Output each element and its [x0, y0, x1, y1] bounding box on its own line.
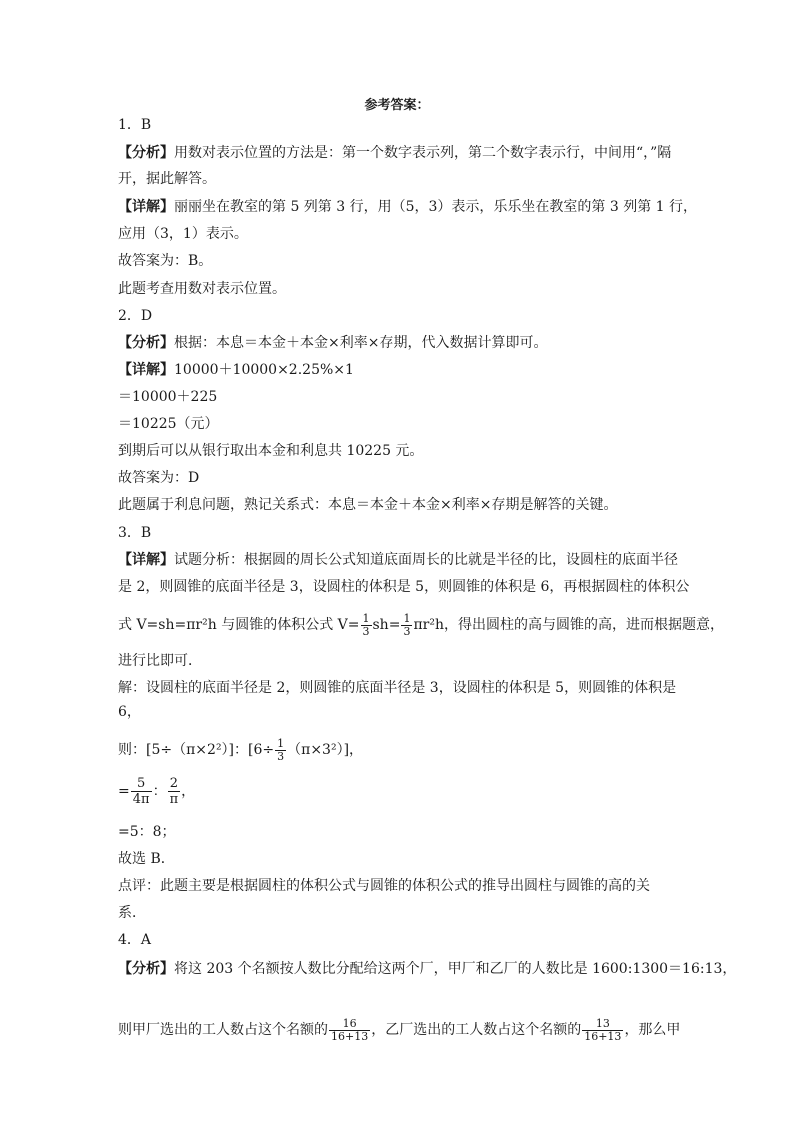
fraction-denominator: 4π — [132, 792, 150, 807]
q1-conclusion: 故答案为：B。 — [118, 253, 213, 269]
q3-solution-line-2: 6， — [118, 704, 141, 720]
q3-detail-line-1 — [118, 551, 678, 569]
q2-detail-text-1: 10000＋10000×2.25%×1 — [174, 362, 354, 378]
fraction-denominator: 16+13 — [331, 1029, 369, 1043]
q2-analysis-line-1 — [118, 334, 547, 352]
q3-comment-line-2: 系． — [118, 905, 146, 921]
fraction-numerator: 1 — [403, 611, 411, 625]
q4-analysis-line-2 — [118, 1015, 680, 1045]
q3-formula-text-b: sh= — [372, 617, 401, 633]
q4-analysis-line-1 — [118, 960, 736, 978]
q3-comment-line-1: 点评：此题主要是根据圆柱的体积公式与圆锥的体积公式的推导出圆柱与圆锥的高的关 — [118, 878, 650, 894]
fraction-one-third — [401, 613, 412, 638]
q3-detail-line-4: 进行比即可． — [118, 653, 202, 669]
q3-ratio: =5：8； — [118, 824, 176, 840]
fraction-denominator: π — [169, 792, 179, 807]
answer-key-title: 参考答案： — [364, 98, 430, 113]
fraction-denominator: 16+13 — [584, 1029, 622, 1043]
analysis-tag: 【分析】 — [118, 335, 174, 351]
fraction-thirteen-over-sum — [582, 1018, 623, 1043]
q3-answer: 3．B — [118, 525, 152, 541]
q3-result-colon: ： — [152, 783, 167, 800]
q3-result-line — [118, 776, 195, 806]
fraction-denominator: 3 — [362, 624, 370, 638]
q3-result-suffix: ， — [181, 783, 196, 800]
fraction-numerator: 1 — [362, 611, 370, 625]
fraction-denominator: 3 — [277, 749, 285, 763]
q3-result-prefix: = — [118, 783, 130, 800]
q1-detail-line-1 — [118, 198, 697, 216]
q3-calc-text-a: 则：[5÷（π×2²）]：[6÷ — [118, 742, 275, 758]
q3-formula-text-a: 式 V=sh=πr²h 与圆锥的体积公式 V= — [118, 617, 360, 633]
q2-step-2: ＝10225（元） — [118, 416, 219, 432]
detail-tag: 【详解】 — [118, 552, 174, 568]
fraction-numerator: 2 — [168, 776, 181, 792]
fraction-sixteen-over-sum — [329, 1018, 370, 1043]
fraction-five-over-four-pi — [131, 776, 152, 807]
q3-detail-line-2: 是 2，则圆锥的底面半径是 3，设圆柱的体积是 5，则圆锥的体积是 6，再根据圆柱的体积公 — [118, 579, 690, 595]
fraction-one-third — [361, 613, 372, 638]
q2-detail-line-1 — [118, 361, 354, 379]
q3-conclusion: 故选 B． — [118, 851, 175, 867]
fraction-one-third — [275, 738, 286, 763]
q1-analysis-line-1 — [118, 144, 671, 162]
fraction-numerator: 16 — [329, 1018, 370, 1031]
q1-analysis-line-2: 开，据此解答。 — [118, 171, 216, 187]
q1-answer: 1．B — [118, 117, 152, 133]
fraction-numerator: 5 — [131, 776, 152, 792]
q3-detail-text-1: 试题分析：根据圆的周长公式知道底面周长的比就是半径的比，设圆柱的底面半径 — [174, 552, 678, 568]
q4-analysis-text-2b: ，乙厂选出的工人数占这个名额的 — [371, 1022, 582, 1038]
detail-tag: 【详解】 — [118, 199, 174, 215]
fraction-numerator: 13 — [582, 1018, 623, 1031]
q4-analysis-text-2c: ，那么甲 — [624, 1022, 681, 1038]
fraction-denominator: 3 — [403, 624, 411, 638]
q2-remark: 此题属于利息问题，熟记关系式：本息＝本金＋本金×利率×存期是解答的关键。 — [118, 497, 618, 513]
q4-analysis-text-1: 将这 203 个名额按人数比分配给这两个厂，甲厂和乙厂的人数比是 1600:1300＝16:13， — [174, 961, 737, 977]
q1-analysis-text-1: 用数对表示位置的方法是：第一个数字表示列，第二个数字表示行，中间用“，”隔 — [174, 145, 672, 161]
q3-calc-text-b: （π×3²）]， — [287, 742, 364, 758]
q4-answer: 4．A — [118, 932, 152, 948]
q3-calc-line — [118, 735, 363, 765]
analysis-tag: 【分析】 — [118, 961, 174, 977]
q1-remark: 此题考查用数对表示位置。 — [118, 281, 286, 297]
q2-analysis-text-1: 根据：本息＝本金＋本金×利率×存期，代入数据计算即可。 — [174, 335, 548, 351]
fraction-two-over-pi — [168, 776, 181, 807]
q3-formula-text-c: πr²h，得出圆柱的高与圆锥的高，进而根据题意， — [413, 617, 724, 633]
q3-formula-line — [118, 610, 724, 640]
q1-detail-line-2: 应用（3，1）表示。 — [118, 226, 248, 242]
q2-answer: 2．D — [118, 308, 153, 324]
q4-analysis-text-2a: 则甲厂选出的工人数占这个名额的 — [118, 1022, 328, 1038]
fraction-numerator: 1 — [277, 736, 285, 750]
q3-solution-line-1: 解：设圆柱的底面半径是 2，则圆锥的底面半径是 3，设圆柱的体积是 5，则圆锥的体积是 — [118, 680, 677, 696]
q1-detail-text-1: 丽丽坐在教室的第 5 列第 3 行，用（5，3）表示，乐乐坐在教室的第 3 列第 1 行， — [174, 199, 698, 215]
detail-tag: 【详解】 — [118, 362, 174, 378]
q2-text-1: 到期后可以从银行取出本金和利息共 10225 元。 — [118, 443, 424, 459]
q2-step-1: ＝10000＋225 — [118, 389, 218, 405]
analysis-tag: 【分析】 — [118, 145, 174, 161]
q2-conclusion: 故答案为：D — [118, 470, 200, 486]
